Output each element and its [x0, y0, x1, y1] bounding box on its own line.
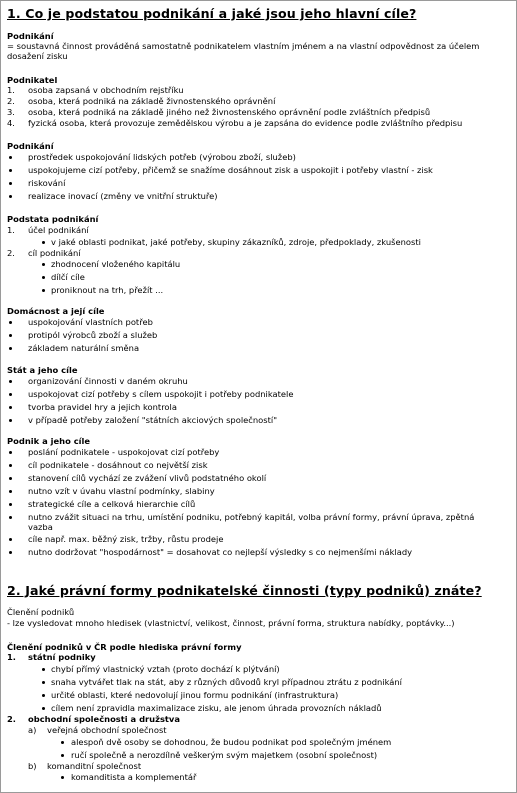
- podnik-heading: Podnik a jeho cíle: [7, 436, 91, 446]
- bullet-icon: [9, 419, 12, 422]
- list-item: tvorba pravidel hry a jejich kontrola: [28, 402, 177, 412]
- list-subitem: komanditní společnost: [47, 761, 142, 771]
- stat-heading: Stát a jeho cíle: [7, 365, 78, 375]
- list-item: cíl podnikatele - dosáhnout co největší zisk: [28, 460, 208, 470]
- list-number: 2.: [7, 714, 16, 724]
- bullet-icon: [9, 490, 12, 493]
- list-item: osoba zapsaná v obchodním rejstříku: [28, 85, 184, 95]
- podnikani-def-heading: Podnikání: [7, 31, 54, 41]
- list-letter: a): [28, 725, 37, 735]
- bullet-icon: [9, 169, 12, 172]
- list-subsubitem: komanditista a komplementář: [71, 772, 197, 782]
- list-number: 1.: [7, 85, 15, 95]
- list-item: uspokojovat cizí potřeby s cílem uspokojit i potřeby podnikatele: [28, 389, 294, 399]
- list-subitem: určité oblasti, které nedovolují jinou formu podnikání (infrastruktura): [51, 690, 339, 700]
- list-item: osoba, která podniká na základě jiného než živnostenského oprávnění podle zvláštních předpisů: [28, 107, 431, 117]
- bullet-icon: [61, 776, 64, 779]
- bullet-icon: [9, 406, 12, 409]
- bullet-icon: [42, 241, 45, 244]
- list-item: základem naturální směna: [28, 343, 140, 353]
- bullet-icon: [42, 289, 45, 292]
- list-subitem: v jaké oblasti podnikat, jaké potřeby, skupiny zákazníků, zdroje, předpoklady, zkušenosti: [51, 237, 421, 247]
- bullet-icon: [9, 334, 12, 337]
- list-letter: b): [28, 761, 37, 771]
- bullet-icon: [42, 668, 45, 671]
- bullet-icon: [9, 451, 12, 454]
- bullet-icon: [9, 195, 12, 198]
- list-subitem: cílem není zpravidla maximalizace zisku, ale jenom úhrada provozních nákladů: [51, 703, 382, 713]
- bullet-icon: [9, 380, 12, 383]
- list-subitem: zhodnocení vloženého kapitálu: [51, 259, 181, 269]
- bullet-icon: [61, 741, 64, 744]
- list-item: cíl podnikání: [28, 248, 81, 258]
- list-item: uspokojování vlastních potřeb: [28, 317, 153, 327]
- cleneni-heading: Členění podniků: [7, 607, 75, 617]
- bullet-icon: [9, 321, 12, 324]
- bullet-icon: [9, 516, 12, 519]
- list-item: státní podniky: [28, 652, 96, 662]
- bullet-icon: [42, 707, 45, 710]
- list-number: 2.: [7, 96, 15, 106]
- bullet-icon: [9, 156, 12, 159]
- list-subsubitem: ručí společně a nerozdílně veškerým svým majetkem (osobní společnost): [71, 750, 378, 760]
- list-subitem: dílčí cíle: [51, 272, 85, 282]
- list-number: 4.: [7, 118, 15, 128]
- list-item: riskování: [28, 178, 66, 188]
- list-number: 3.: [7, 107, 15, 117]
- list-subitem: snaha vytvářet tlak na stát, aby z různých důvodů kryl případnou ztrátu z podnikání: [51, 677, 402, 687]
- list-item: cíle např. max. běžný zisk, tržby, růstu prodeje: [28, 534, 224, 544]
- bullet-icon: [42, 263, 45, 266]
- bullet-icon: [42, 681, 45, 684]
- podnikani-def-line: dosažení zisku: [7, 51, 68, 61]
- list-item: osoba, která podniká na základě živnostenského oprávnění: [28, 96, 276, 106]
- list-item: realizace inovací (změny ve vnitřní struktuře): [28, 191, 218, 201]
- list-item: obchodní společnosti a družstva: [28, 714, 180, 724]
- list-item: uspokojujeme cizí potřeby, přičemž se snažíme dosáhnout zisk a uspokojit i potřeby vlastní - zisk: [28, 165, 433, 175]
- cleneni-cr-heading: Členění podniků v ČR podle hlediska právní formy: [7, 642, 242, 652]
- bullet-icon: [9, 347, 12, 350]
- list-subitem: proniknout na trh, přežít ...: [51, 285, 164, 295]
- cleneni-line: - lze vysledovat mnoho hledisek (vlastnictví, velikost, činnost, právní forma, struktura nabídky, poptávky...): [7, 618, 455, 628]
- list-item: nutno vzít v úvahu vlastní podmínky, slabiny: [28, 486, 215, 496]
- list-number: 1.: [7, 225, 15, 235]
- list-item: fyzická osoba, která provozuje zemědělskou výrobu a je zapsána do evidence podle zvláštního předpisu: [28, 118, 463, 128]
- bullet-icon: [42, 694, 45, 697]
- section2-title: 2. Jaké právní formy podnikatelské činnosti (typy podniků) znáte?: [7, 583, 482, 598]
- bullet-icon: [61, 754, 64, 757]
- bullet-icon: [9, 477, 12, 480]
- podnikani-heading: Podnikání: [7, 141, 54, 151]
- podnikatel-heading: Podnikatel: [7, 75, 58, 85]
- section1-title: 1. Co je podstatou podnikání a jaké jsou jeho hlavní cíle?: [7, 6, 417, 21]
- bullet-icon: [9, 503, 12, 506]
- list-item: nutno dodržovat "hospodárnost" = dosahovat co nejlepší výsledky s co nejmenšími náklady: [28, 547, 413, 557]
- podstata-heading: Podstata podnikání: [7, 214, 99, 224]
- list-item: organizování činnosti v daném okruhu: [28, 376, 188, 386]
- list-item-wrapped: nutno zvážit situaci na trhu, umístění podniku, potřebný kapitál, volba právní formy, právní úprava, zpětná vazba: [28, 512, 475, 532]
- list-number: 1.: [7, 652, 16, 662]
- list-number: 2.: [7, 248, 15, 258]
- list-item: strategické cíle a celková hierarchie cílů: [28, 499, 196, 509]
- list-subsubitem: alespoň dvě osoby se dohodnou, že budou podnikat pod společným jménem: [71, 737, 392, 747]
- list-item: stanovení cílů vychází ze zvážení vlivů podstatného okolí: [28, 473, 267, 483]
- podnikani-def-line: = soustavná činnost prováděná samostatně podnikatelem vlastním jménem a na vlastní odpovědnost za účelem: [7, 41, 480, 51]
- list-item: poslání podnikatele - uspokojovat cizí potřeby: [28, 447, 220, 457]
- bullet-icon: [9, 464, 12, 467]
- bullet-icon: [9, 551, 12, 554]
- list-item: v případě potřeby založení "státních akciových společností": [28, 415, 278, 425]
- list-item: účel podnikání: [28, 225, 89, 235]
- domacnost-heading: Domácnost a její cíle: [7, 306, 105, 316]
- list-subitem: veřejná obchodní společnost: [47, 725, 167, 735]
- list-item: protipól výrobců zboží a služeb: [28, 330, 158, 340]
- list-item: prostředek uspokojování lidských potřeb (výrobou zboží, služeb): [28, 152, 296, 162]
- bullet-icon: [9, 182, 12, 185]
- bullet-icon: [9, 393, 12, 396]
- bullet-icon: [42, 276, 45, 279]
- list-subitem: chybí přímý vlastnický vztah (proto dochází k plýtvání): [51, 664, 280, 674]
- bullet-icon: [9, 538, 12, 541]
